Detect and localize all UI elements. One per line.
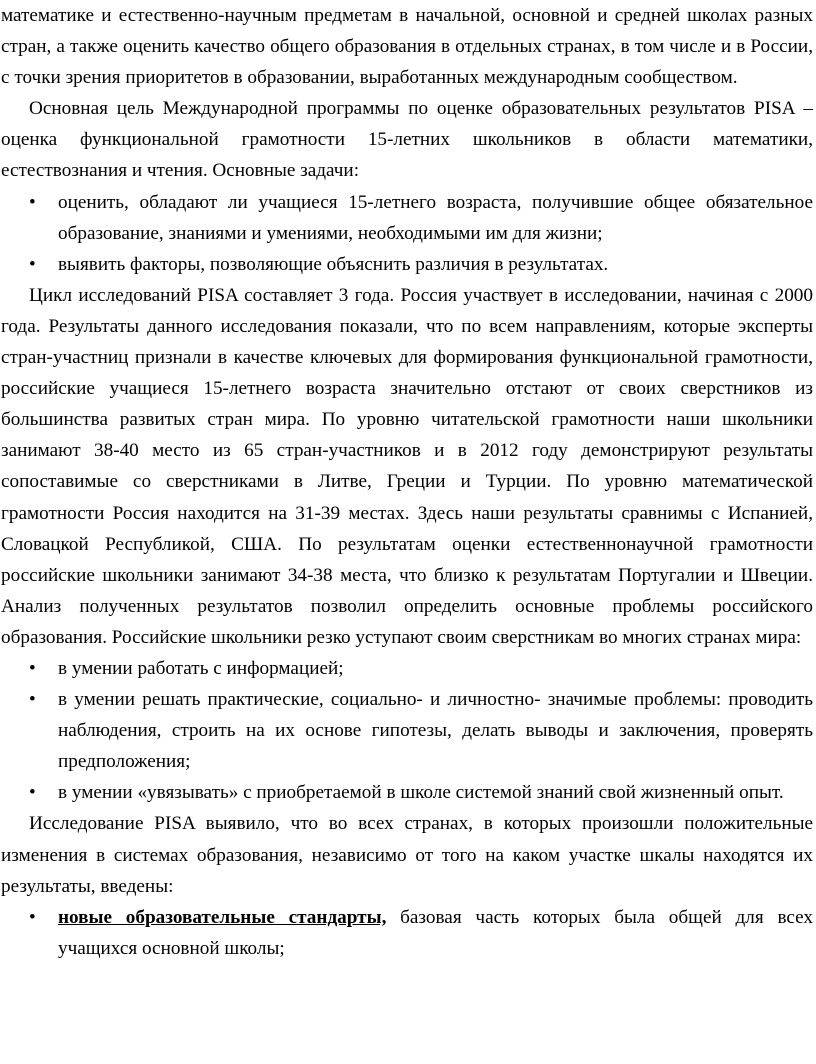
list-item-text: базовая часть которых была общей для всех учащихся основной школы; <box>58 906 813 959</box>
list-item-text: в умении работать с информацией; <box>58 657 344 679</box>
list-item-text: оценить, обладают ли учащиеся 15-летнего возраста, получившие общее обязательное образование, знаниями и умениями, необходимыми им для жизни; <box>58 191 813 244</box>
reforms-list <box>1 902 813 964</box>
tasks-list <box>1 187 813 280</box>
list-item <box>1 653 813 684</box>
bullet-icon: • <box>29 657 36 679</box>
list-item <box>1 902 813 964</box>
bullet-icon: • <box>29 782 36 804</box>
list-item <box>1 684 813 777</box>
list-item-text: выявить факторы, позволяющие объяснить различия в результатах. <box>58 253 609 275</box>
bullet-icon: • <box>29 253 36 275</box>
list-item-emphasis: новые образовательные стандарты, <box>58 906 387 928</box>
paragraph-pisa-findings: Исследование PISA выявило, что во всех странах, в которых произошли положительные изменения в системах образования, независимо от того на каком участке шкалы находятся их результаты, введены: <box>1 813 813 897</box>
paragraph-intro-continuation: математике и естественно-научным предметам в начальной, основной и средней школах разных стран, а также оценить качество общего образования в отдельных странах, в том числе и в России, с точки зрения приоритетов в образовании, выработанных международным сообществом. <box>1 5 813 89</box>
list-item <box>1 777 813 808</box>
list-item-text: в умении «увязывать» с приобретаемой в школе системой знаний свой жизненный опыт. <box>58 782 784 804</box>
list-item <box>1 249 813 280</box>
list-item <box>1 187 813 249</box>
bullet-icon: • <box>29 191 36 213</box>
problems-list <box>1 653 813 808</box>
bullet-icon: • <box>29 906 36 928</box>
bullet-icon: • <box>29 689 36 711</box>
paragraph-pisa-results: Цикл исследований PISA составляет 3 года. Россия участвует в исследовании, начиная с 2000 года. Результаты данного исследования показали, что по всем направлениям, которые эксперты стран-участниц признали в качестве ключевых для формирования функциональной грамотности, российские учащиеся 15-летнего возраста значительно отстают от своих сверстников из большинства развитых стран мира. По уровню читательской грамотности наши школьники занимают 38-40 место из 65 стран-участников и в 2012 году демонстрируют результаты сопоставимые со сверстниками в Литве, Греции и Турции. По уровню математической грамотности Россия находится на 31-39 местах. Здесь наши результаты сравнимы с Испанией, Словацкой Республикой, США. По результатам оценки естественнонаучной грамотности российские школьники занимают 34-38 места, что близко к результатам Португалии и Швеции. Анализ полученных результатов позволил определить основные проблемы российского образования. Российские школьники резко уступают своим сверстникам во многих странах мира: <box>1 284 813 648</box>
list-item-text: в умении решать практические, социально- и личностно- значимые проблемы: проводить наблюдения, строить на их основе гипотезы, делать выводы и заключения, проверять предположения; <box>58 689 813 773</box>
paragraph-pisa-goal: Основная цель Международной программы по оценке образовательных результатов PISA – оценка функциональной грамотности 15-летних школьников в области математики, естествознания и чтения. Основные задачи: <box>1 98 813 182</box>
